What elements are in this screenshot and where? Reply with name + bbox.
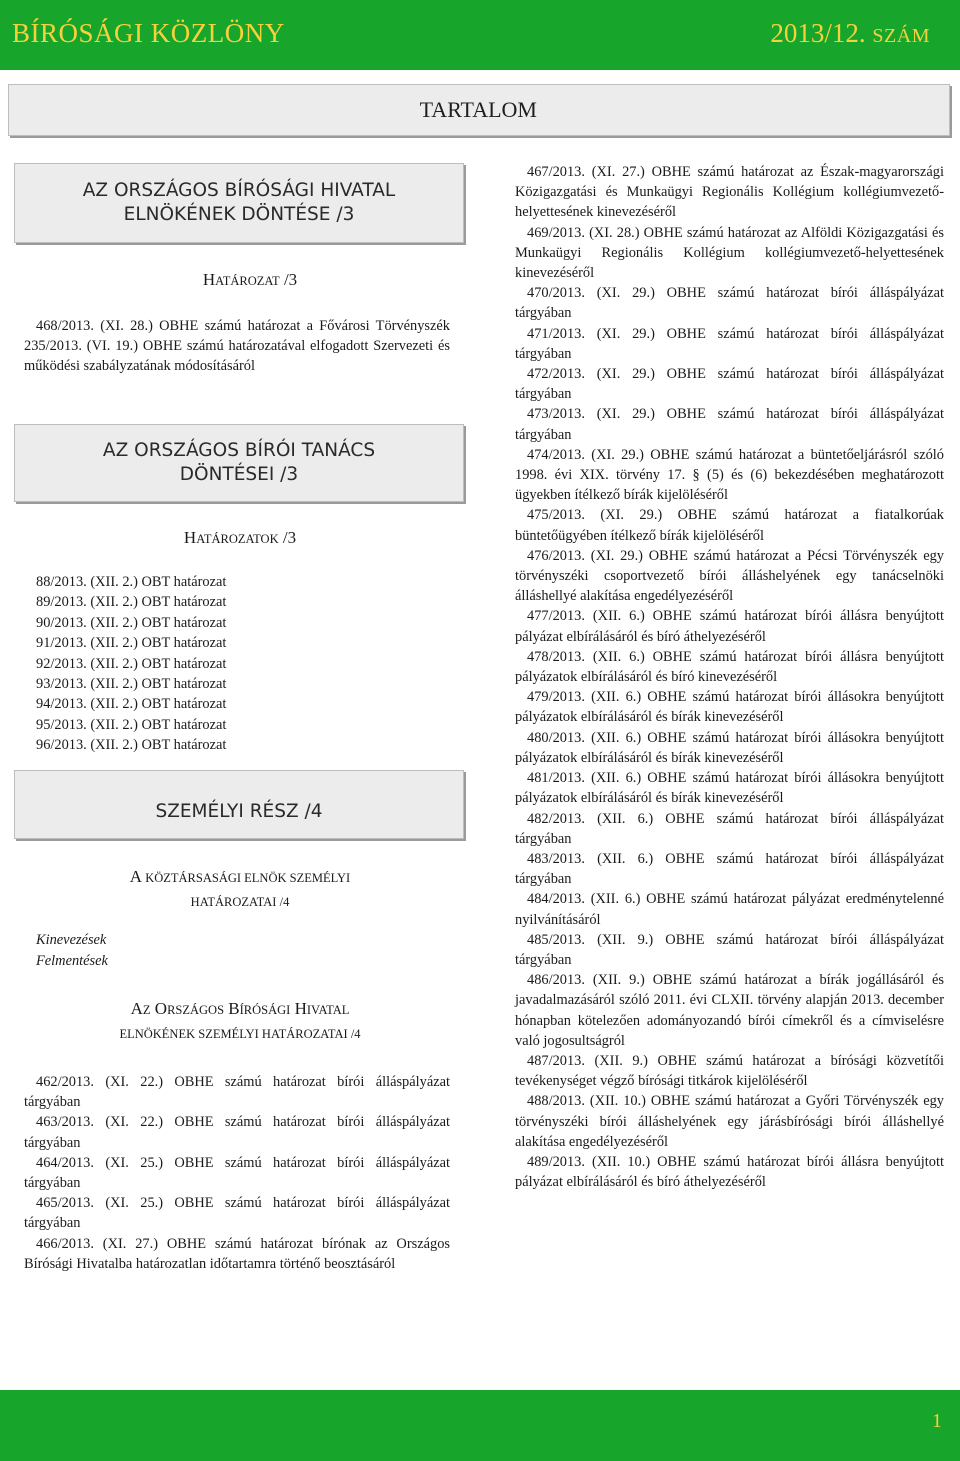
list-item: 478/2013. (XII. 6.) OBHE számú határozat bírói állásra benyújtott pályázatok elbírálásáról és bíró kinevezéséről	[515, 648, 944, 686]
section-title-line1: AZ ORSZÁGOS BÍRÓSÁGI HIVATAL	[82, 180, 396, 201]
list-item: Kinevezések	[36, 932, 107, 948]
list-item: 483/2013. (XII. 6.) OBHE számú határozat bírói álláspályázat tárgyában	[515, 850, 944, 888]
list-item: Felmentések	[36, 952, 108, 969]
list-item: 482/2013. (XII. 6.) OBHE számú határozat bírói álláspályázat tárgyában	[515, 810, 944, 847]
list-item: 481/2013. (XII. 6.) OBHE számú határozat bírói állásokra benyújtott pályázatok elbírálásáról és bírák kinevezéséről	[515, 770, 944, 807]
list-item: 475/2013. (XI. 29.) OBHE számú határozat a fiatalkorúak büntetőügyében ítélkező bírák kijelöléséről	[515, 507, 944, 544]
list-item: 473/2013. (XI. 29.) OBHE számú határozat bírói álláspályázat tárgyában	[515, 406, 944, 443]
footer-bar	[0, 1390, 960, 1461]
entry-468	[24, 316, 450, 377]
list-item: 484/2013. (XII. 6.) OBHE számú határozat pályázat eredménytelenné nyilvánításáról	[515, 891, 944, 928]
list-item: 92/2013. (XII. 2.) OBT határozat	[36, 655, 227, 672]
list-item: 486/2013. (XII. 9.) OBHE számú határozat a bírák jogállásáról és javadalmazásáról szóló 2011. évi CLXII. törvény alapján 2013. december hónapban kötelezően adományozandó bírói címekről és a címviselésre való jogosultságról	[515, 972, 944, 1049]
heading-obh-personal-decisions: AZ ORSZÁGOS BÍRÓSÁGI HIVATAL ELNÖKÉNEK SZEMÉLYI HATÁROZATAI /4	[119, 999, 361, 1041]
list-item: 89/2013. (XII. 2.) OBT határozat	[36, 594, 227, 611]
list-item: 93/2013. (XII. 2.) OBT határozat	[36, 676, 227, 693]
list-item: 465/2013. (XI. 25.) OBHE számú határozat bírói álláspályázat tárgyában	[24, 1195, 450, 1232]
list-item: 462/2013. (XI. 22.) OBHE számú határozat bírói álláspályázat tárgyában	[24, 1074, 450, 1111]
list-item: 480/2013. (XII. 6.) OBHE számú határozat bírói állásokra benyújtott pályázatok elbírálásáról és bírák kinevezéséről	[515, 729, 944, 766]
list-item: 474/2013. (XI. 29.) OBHE számú határozat a büntetőeljárásról szóló 1998. évi XIX. törvény 17. § (5) és (6) bekezdésében meghatározott ügyekben ítélkező bírák kijelöléséről	[515, 446, 944, 504]
appointment-list	[36, 930, 108, 972]
list-item: 91/2013. (XII. 2.) OBT határozat	[36, 635, 227, 652]
list-item: 477/2013. (XII. 6.) OBHE számú határozat bírói állásra benyújtott pályázat elbírálásáról és bíró áthelyezéséről	[515, 608, 944, 645]
issue-label: SZÁM	[872, 25, 930, 47]
list-item: 485/2013. (XII. 9.) OBHE számú határozat bírói álláspályázat tárgyában	[515, 931, 944, 968]
entry-text: 468/2013. (XI. 28.) OBHE számú határozat a Fővárosi Törvényszék 235/2013. (VI. 19.) OBHE számú határozatával elfogadott Szervezeti és működési szabályzatának módosításáról	[24, 318, 450, 375]
section-box-personal	[14, 770, 464, 839]
list-item: 469/2013. (XI. 28.) OBHE számú határozat az Alföldi Közigazgatási és Munkaügyi Regionális Kollégium kollégiumvezető-helyettesének kinevezéséről	[515, 224, 944, 282]
list-item: 470/2013. (XI. 29.) OBHE számú határozat bírói álláspályázat tárgyában	[515, 285, 944, 322]
right-entry-list	[515, 162, 944, 1192]
list-item: 96/2013. (XII. 2.) OBT határozat	[36, 737, 227, 754]
list-item: 467/2013. (XI. 27.) OBHE számú határozat az Észak-magyarországi Közigazgatási és Munkaügyi Regionális Kollégium kollégiumvezető-helyettesének kinevezéséről	[515, 164, 944, 221]
list-item: 488/2013. (XII. 10.) OBHE számú határozat a Győri Törvényszék egy törvényszéki bírói álláshelyének egy járásbírósági bírói álláshellyé alakítása engedélyezéséről	[515, 1093, 944, 1150]
list-item: 95/2013. (XII. 2.) OBT határozat	[36, 716, 227, 733]
section-title-line2: DÖNTÉSEI /3	[179, 464, 299, 485]
list-item: 88/2013. (XII. 2.) OBT határozat	[36, 574, 227, 590]
list-item: 466/2013. (XI. 27.) OBHE számú határozat bírónak az Országos Bírósági Hivatalba határozatlan időtartamra történő beosztásáról	[24, 1235, 450, 1272]
section-title: SZEMÉLYI RÉSZ /4	[155, 801, 323, 822]
list-item: 479/2013. (XII. 6.) OBHE számú határozat bírói állásokra benyújtott pályázatok elbírálásáról és bírák kinevezéséről	[515, 689, 944, 726]
list-item: 489/2013. (XII. 10.) OBHE számú határozat bírói állásra benyújtott pályázat elbírálásáról és bíró áthelyezéséről	[515, 1153, 944, 1191]
list-item: 90/2013. (XII. 2.) OBT határozat	[36, 614, 227, 631]
issue-number	[770, 18, 930, 49]
left-entry-list	[24, 1072, 450, 1274]
header-bar	[0, 0, 960, 70]
list-item: 471/2013. (XI. 29.) OBHE számú határozat bírói álláspályázat tárgyában	[515, 325, 944, 362]
toc-title-box	[8, 84, 950, 136]
heading-president-decisions: A KÖZTÁRSASÁGI ELNÖK SZEMÉLYI HATÁROZATAI /4	[129, 867, 351, 909]
heading-hatarozatok: HATÁROZATOK /3	[183, 528, 297, 547]
page-number: 1	[932, 1410, 942, 1432]
heading-hatarozat: HATÁROZAT /3	[202, 270, 298, 289]
obt-decision-list	[36, 572, 226, 756]
list-item: 463/2013. (XI. 22.) OBHE számú határozat bírói álláspályázat tárgyában	[24, 1114, 450, 1151]
journal-title: BÍRÓSÁGI KÖZLÖNY	[12, 18, 285, 48]
list-item: 487/2013. (XII. 9.) OBHE számú határozat a bírósági közvetítői tevékenységet végző bírósági titkárok kijelöléséről	[515, 1052, 944, 1090]
section-box-obh-decision	[14, 163, 464, 243]
section-title-line1: AZ ORSZÁGOS BÍRÓI TANÁCS	[102, 440, 376, 461]
issue-year: 2013/12.	[770, 18, 866, 48]
section-title-line2: ELNÖKÉNEK DÖNTÉSE /3	[123, 204, 355, 225]
list-item: 94/2013. (XII. 2.) OBT határozat	[36, 696, 227, 713]
toc-title: TARTALOM	[419, 97, 537, 122]
section-box-obt-decisions	[14, 424, 464, 502]
list-item: 472/2013. (XI. 29.) OBHE számú határozat bírói álláspályázat tárgyában	[515, 366, 944, 403]
list-item: 464/2013. (XI. 25.) OBHE számú határozat bírói álláspályázat tárgyában	[24, 1154, 450, 1192]
list-item: 476/2013. (XI. 29.) OBHE számú határozat a Pécsi Törvényszék egy törvényszéki csoportvezető bírói álláshelyének egy tanácselnöki álláshellyé alakítása engedélyezéséről	[515, 547, 944, 605]
